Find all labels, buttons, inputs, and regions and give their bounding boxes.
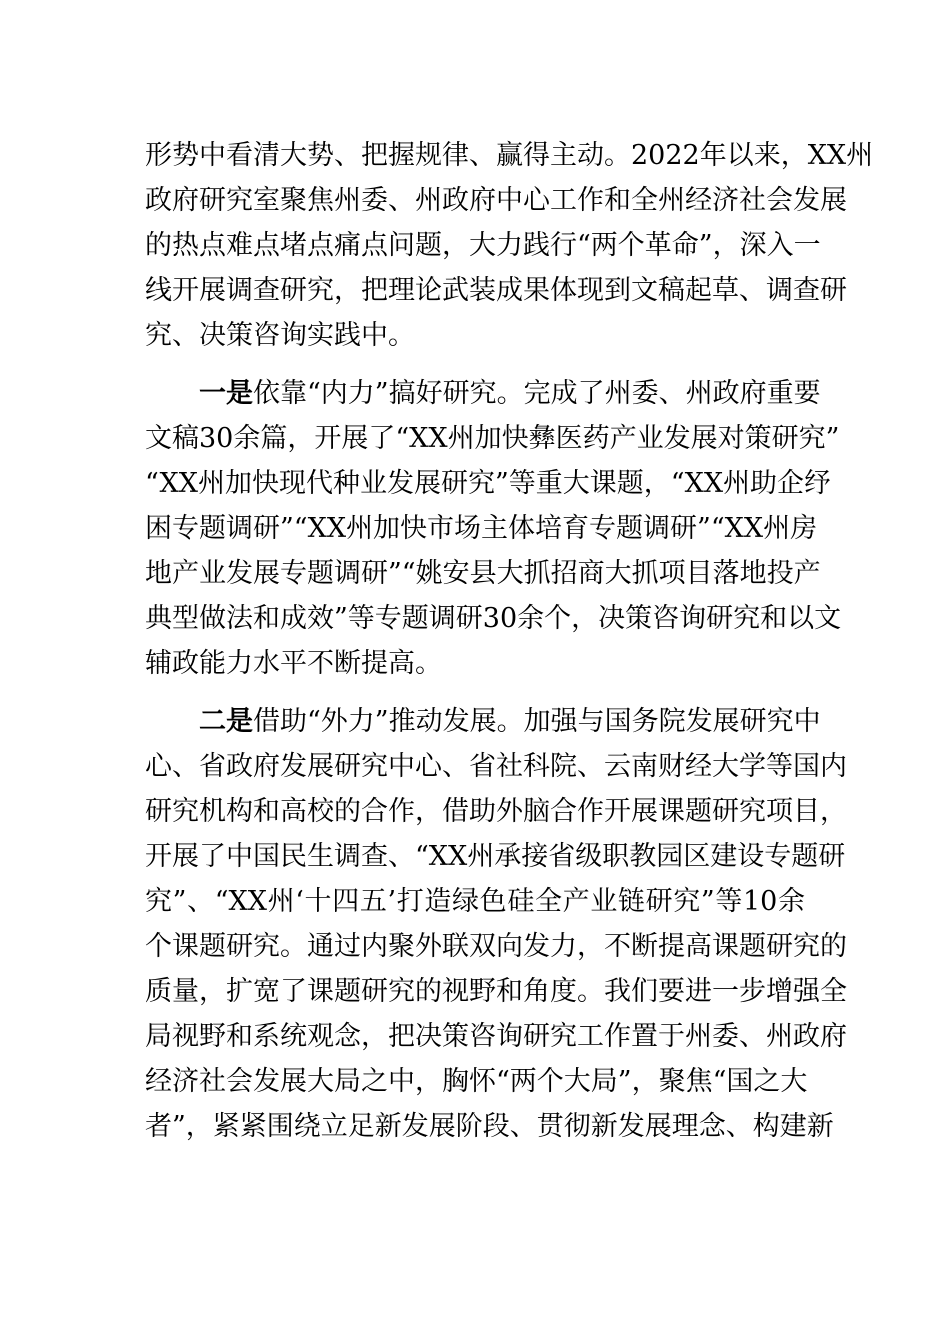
text-line: 线开展调查研究，把理论武装成果体现到文稿起草、调查研 [145,275,847,306]
paragraph-lead: 一是 [199,378,253,409]
paragraph-2 [145,371,842,686]
text-line: 质量，扩宽了课题研究的视野和角度。我们要进一步增强全 [145,976,847,1007]
text-line: 的热点难点堵点痛点问题，大力践行“两个革命”，深入一 [145,230,821,261]
text-line: 困专题调研”“XX州加快市场主体培育专题调研”“XX州房 [145,513,818,544]
text-line-first [145,699,821,744]
text-line: 典型做法和成效”等专题调研30余个，决策咨询研究和以文 [145,603,842,634]
text-line: 究”、“XX州‘十四五’打造绿色硅全产业链研究”等10余 [145,886,805,917]
text-line: 开展了中国民生调查、“XX州承接省级职教园区建设专题研 [145,841,846,872]
paragraph-lead: 二是 [199,706,253,737]
text-line: 辅政能力水平不断提高。 [145,648,442,679]
text-line: 究、决策咨询实践中。 [145,320,415,351]
text-line: 研究机构和高校的合作，借助外脑合作开展课题研究项目， [145,796,847,827]
text-line: 文稿30余篇，开展了“XX州加快彝医药产业发展对策研究” [145,423,840,454]
text-line: 政府研究室聚焦州委、州政府中心工作和全州经济社会发展 [145,185,847,216]
text-line: 地产业发展专题调研”“姚安县大抓招商大抓项目落地投产 [145,558,821,589]
document-body [145,133,874,1149]
paragraph-1 [145,133,874,358]
text-line: 局视野和系统观念，把决策咨询研究工作置于州委、州政府 [145,1021,847,1052]
paragraph-3 [145,699,847,1149]
text-line: 者”，紧紧围绕立足新发展阶段、贯彻新发展理念、构建新 [145,1111,834,1142]
text-line-rest: 依靠“内力”搞好研究。完成了州委、州政府重要 [253,378,821,409]
text-line: 经济社会发展大局之中，胸怀“两个大局”，聚焦“国之大 [145,1066,808,1097]
text-line: 个课题研究。通过内聚外联双向发力，不断提高课题研究的 [145,931,847,962]
text-line: 形势中看清大势、把握规律、赢得主动。2022年以来，XX州 [145,140,874,171]
text-line-rest: 借助“外力”推动发展。加强与国务院发展研究中 [253,706,821,737]
text-line: 心、省政府发展研究中心、省社科院、云南财经大学等国内 [145,751,847,782]
text-line-first [145,371,821,416]
text-line: “XX州加快现代种业发展研究”等重大课题，“XX州助企纾 [145,468,832,499]
